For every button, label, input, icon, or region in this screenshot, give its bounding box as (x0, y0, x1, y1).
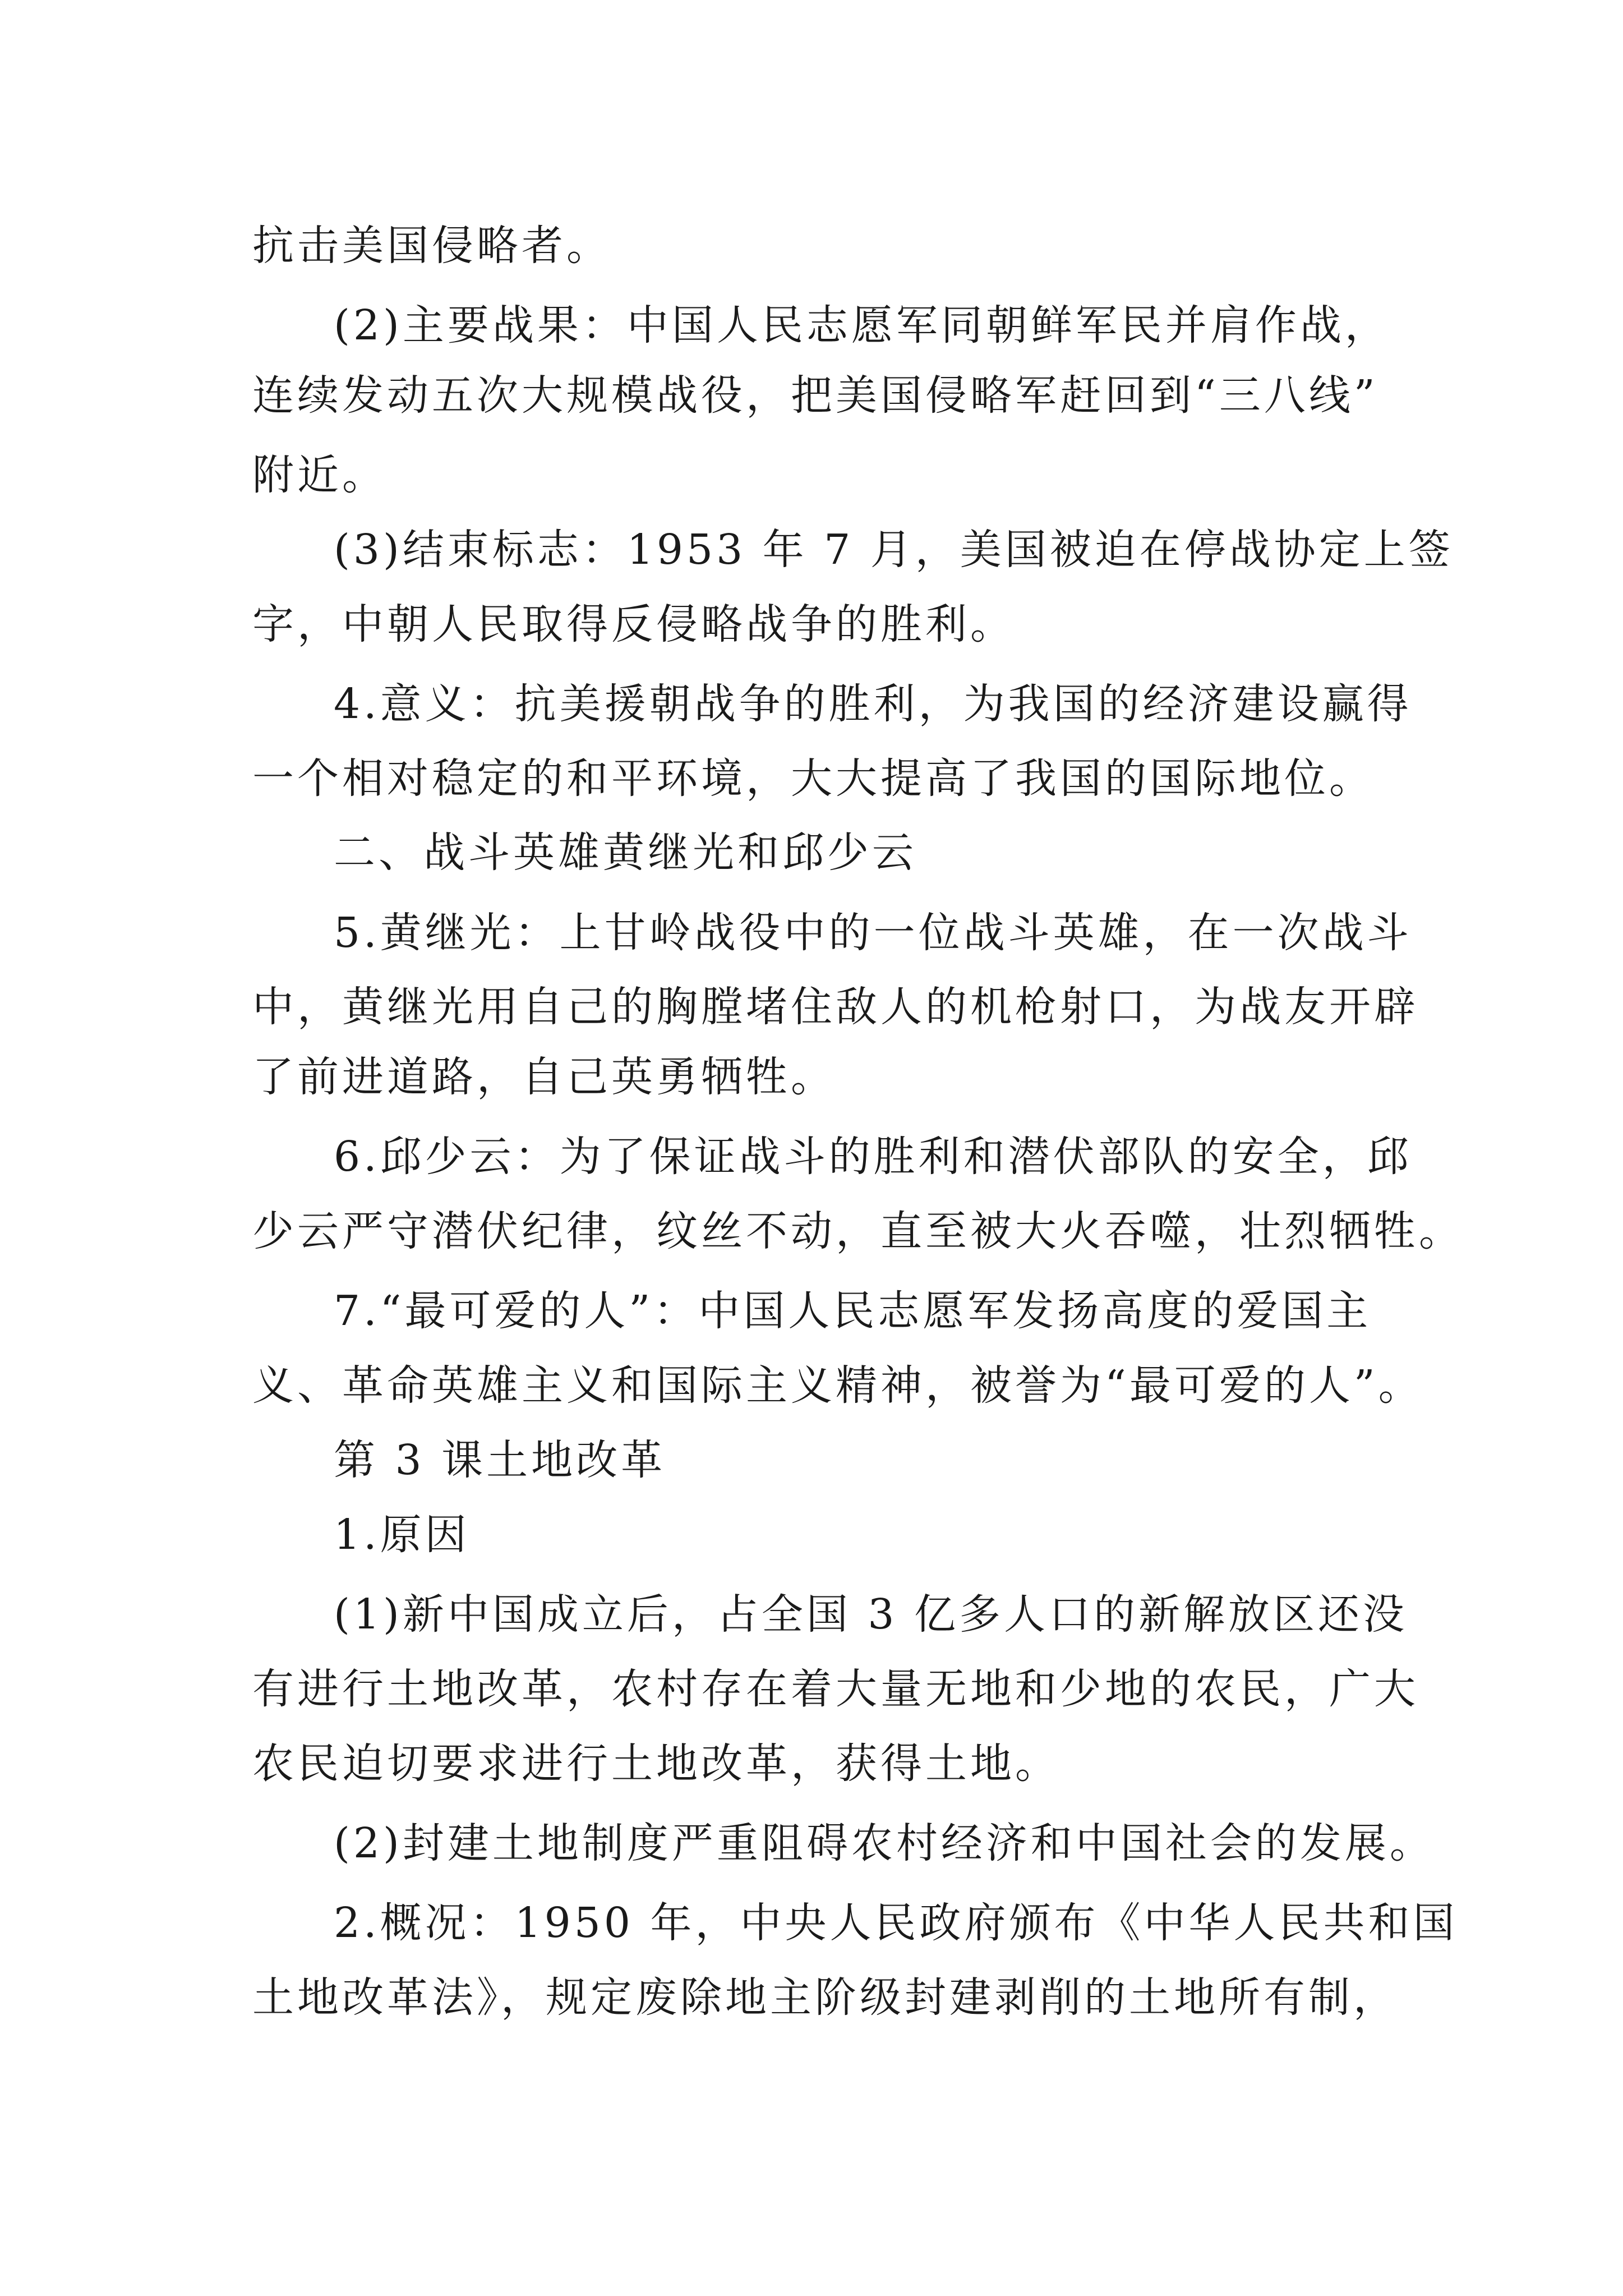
text-line-21: 农民迫切要求进行土地改革，获得土地。 (252, 1740, 1060, 1788)
text-line-16: 义、革命英雄主义和国际主义精神，被誉为“最可爱的人”。 (252, 1361, 1423, 1410)
section-heading: 二、战斗英雄黄继光和邱少云 (334, 829, 917, 877)
text-line-1: 抗击美国侵略者。 (252, 222, 611, 270)
lesson-heading: 第 3 课土地改革 (334, 1436, 666, 1484)
text-line-6: 字，中朝人民取得反侵略战争的胜利。 (252, 600, 1015, 648)
text-line-20: 有进行土地改革，农村存在着大量无地和少地的农民，广大 (252, 1665, 1419, 1713)
text-line-4: 附近。 (252, 451, 387, 499)
text-line-7: 4.意义：抗美援朝战争的胜利，为我国的经济建设赢得 (334, 680, 1412, 728)
text-line-2: (2)主要战果：中国人民志愿军同朝鲜军民并肩作战， (334, 301, 1390, 349)
text-line-8: 一个相对稳定的和平环境，大大提高了我国的国际地位。 (252, 754, 1374, 803)
text-line-22: (2)封建土地制度严重阻碍农村经济和中国社会的发展。 (334, 1819, 1435, 1867)
text-line-12: 了前进道路，自己英勇牺牲。 (252, 1053, 836, 1101)
text-line-19: (1)新中国成立后，占全国 3 亿多人口的新解放区还没 (334, 1590, 1408, 1639)
text-line-10: 5.黄继光：上甘岭战役中的一位战斗英雄，在一次战斗 (334, 909, 1412, 957)
text-line-24: 土地改革法》，规定废除地主阶级封建剥削的土地所有制， (252, 1973, 1398, 2022)
text-line-15: 7.“最可爱的人”：中国人民志愿军发扬高度的爱国主 (334, 1287, 1372, 1335)
text-line-11: 中，黄继光用自己的胸膛堵住敌人的机枪射口，为战友开辟 (252, 983, 1419, 1031)
text-line-18: 1.原因 (334, 1511, 470, 1559)
text-line-13: 6.邱少云：为了保证战斗的胜利和潜伏部队的安全，邱 (334, 1133, 1412, 1181)
text-line-5: (3)结束标志：1953 年 7 月，美国被迫在停战协定上签 (334, 526, 1454, 574)
text-line-14: 少云严守潜伏纪律，纹丝不动，直至被大火吞噬，壮烈牺牲。 (252, 1207, 1464, 1255)
text-line-23: 2.概况：1950 年，中央人民政府颁布《中华人民共和国 (334, 1899, 1458, 1947)
text-line-3: 连续发动五次大规模战役，把美国侵略军赶回到“三八线” (252, 371, 1378, 420)
